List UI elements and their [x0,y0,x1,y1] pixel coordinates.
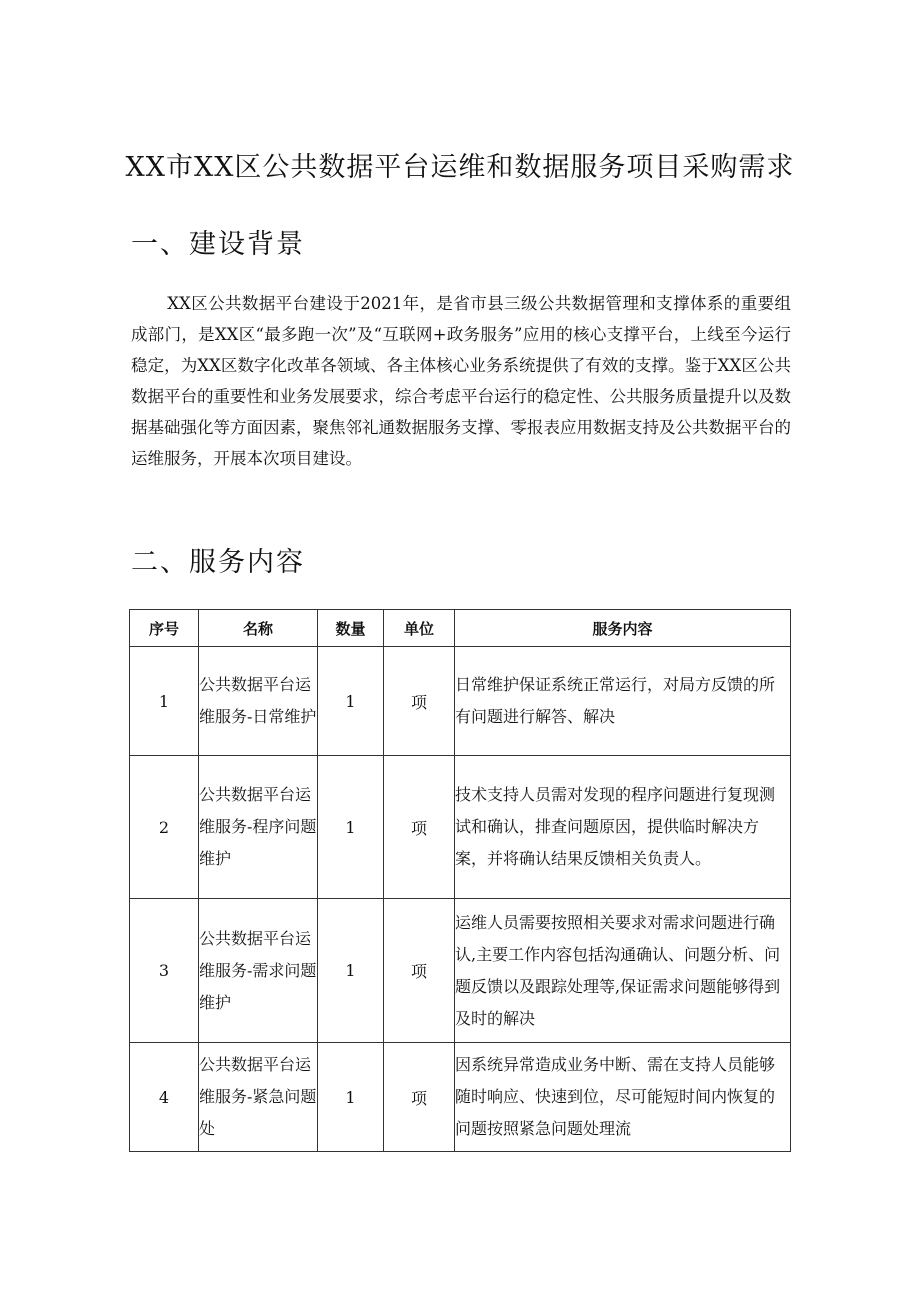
table-row [130,647,791,756]
cell-name: 公共数据平台运维服务-程序问题维护 [199,756,318,899]
cell-quantity: 1 [318,899,384,1043]
cell-unit: 项 [384,1043,455,1152]
header-name: 名称 [199,610,318,647]
cell-service-content: 因系统异常造成业务中断、需在支持人员能够随时响应、快速到位，尽可能短时间内恢复的问题按照紧急问题处理流 [455,1043,791,1152]
cell-service-content: 运维人员需要按照相关要求对需求问题进行确认,主要工作内容包括沟通确认、问题分析、问题反馈以及跟踪处理等,保证需求问题能够得到及时的解决 [455,899,791,1043]
table-row [130,756,791,899]
background-paragraph: XX区公共数据平台建设于2021年，是省市县三级公共数据管理和支撑体系的重要组成部门，是XX区“最多跑一次”及“互联网+政务服务”应用的核心支撑平台，上线至今运行稳定，为XX区数字化改革各领域、各主体核心业务系统提供了有效的支撑。鉴于XX区公共数据平台的重要性和业务发展要求，综合考虑平台运行的稳定性、公共服务质量提升以及数据基础强化等方面因素，聚焦邻礼通数据服务支撑、零报表应用数据支持及公共数据平台的运维服务，开展本次项目建设。 [131,294,791,468]
cell-quantity: 1 [318,647,384,756]
cell-service-content: 技术支持人员需对发现的程序问题进行复现测试和确认，排查问题原因，提供临时解决方案，并将确认结果反馈相关负责人。 [455,756,791,899]
section-heading-background: 一、建设背景 [131,229,305,260]
section-heading-service-content: 二、服务内容 [131,547,305,578]
cell-name: 公共数据平台运维服务-紧急问题处 [199,1043,318,1152]
cell-quantity: 1 [318,756,384,899]
header-service-content: 服务内容 [455,610,791,647]
cell-no: 3 [130,899,199,1043]
table-row [130,1043,791,1152]
table-header-row [130,610,791,647]
header-no: 序号 [130,610,199,647]
cell-no: 2 [130,756,199,899]
cell-name: 公共数据平台运维服务-日常维护 [199,647,318,756]
cell-unit: 项 [384,899,455,1043]
cell-no: 1 [130,647,199,756]
service-table [129,609,791,1152]
cell-service-content: 日常维护保证系统正常运行，对局方反馈的所有问题进行解答、解决 [455,647,791,756]
header-unit: 单位 [384,610,455,647]
header-quantity: 数量 [318,610,384,647]
table-row [130,899,791,1043]
cell-unit: 项 [384,756,455,899]
cell-no: 4 [130,1043,199,1152]
page-title: XX市XX区公共数据平台运维和数据服务项目采购需求 [125,152,795,183]
cell-quantity: 1 [318,1043,384,1152]
cell-name: 公共数据平台运维服务-需求问题维护 [199,899,318,1043]
cell-unit: 项 [384,647,455,756]
